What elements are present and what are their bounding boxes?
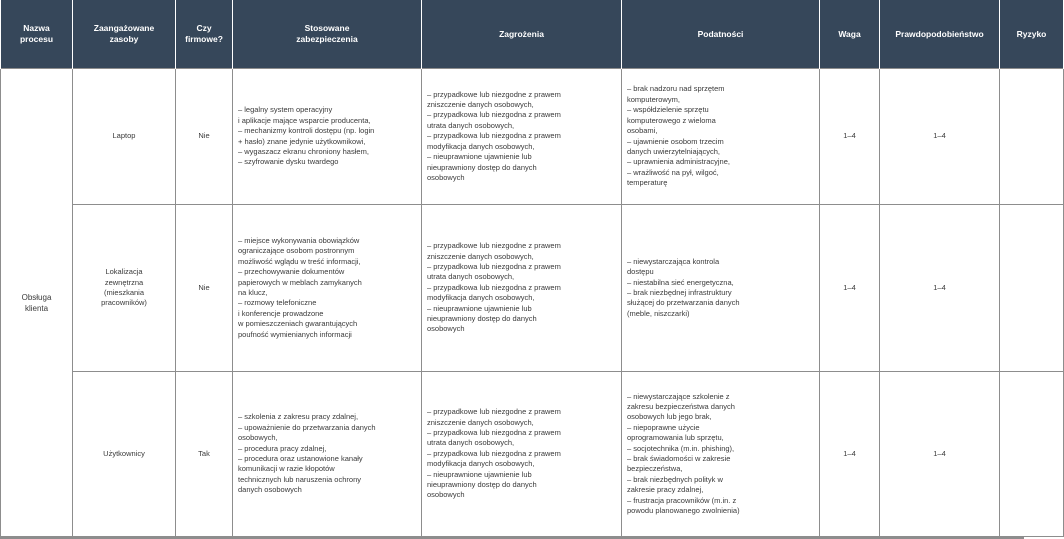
probability-cell: 1–4 <box>880 69 1000 205</box>
header-probability: Prawdopodobieństwo <box>880 0 1000 69</box>
header-safeguards: Stosowane zabezpieczenia <box>233 0 422 69</box>
company-owned-cell: Nie <box>176 205 233 372</box>
asset-cell: Użytkownicy <box>73 372 176 537</box>
weight-cell: 1–4 <box>820 205 880 372</box>
header-assets: Zaangażowane zasoby <box>73 0 176 69</box>
vulnerabilities-cell: – brak nadzoru nad sprzętem komputerowym, – współdzielenie sprzętu komputerowego z wieloma osobami, – ujawnienie osobom trzecim danych uwierzytelniających, – uprawnienia administracyjne, – wrażliwość na pył, wilgoć, temperaturę <box>622 69 820 205</box>
header-row <box>1 0 1064 69</box>
weight-cell: 1–4 <box>820 69 880 205</box>
table-row <box>1 69 1064 205</box>
header-threats: Zagrożenia <box>422 0 622 69</box>
probability-cell: 1–4 <box>880 372 1000 537</box>
risk-cell <box>1000 69 1064 205</box>
header-vulnerabilities: Podatności <box>622 0 820 69</box>
probability-cell: 1–4 <box>880 205 1000 372</box>
company-owned-cell: Nie <box>176 69 233 205</box>
vulnerabilities-cell: – niewystarczająca kontrola dostępu – niestabilna sieć energetyczna, – brak niezbędnej infrastruktury służącej do przetwarzania danych (meble, niszczarki) <box>622 205 820 372</box>
table-row <box>1 205 1064 372</box>
process-name-cell: Obsługa klienta <box>1 69 73 537</box>
safeguards-cell: – miejsce wykonywania obowiązków ograniczające osobom postronnym możliwość wglądu w treść informacji, – przechowywanie dokumentów papierowych w meblach zamykanych na klucz, – rozmowy telefoniczne i konferencje prowadzone w pomieszczeniach gwarantujących poufność wymienianych informacji <box>233 205 422 372</box>
table-row <box>1 372 1064 537</box>
safeguards-cell: – legalny system operacyjny i aplikacje mające wsparcie producenta, – mechanizmy kontroli dostępu (np. login + hasło) znane jedynie użytkownikowi, – wygaszacz ekranu chroniony hasłem, – szyfrowanie dysku twardego <box>233 69 422 205</box>
threats-cell: – przypadkowe lub niezgodne z prawem zniszczenie danych osobowych, – przypadkowa lub niezgodna z prawem utrata danych osobowych, – przypadkowa lub niezgodna z prawem modyfikacja danych osobowych, – nieuprawnione ujawnienie lub nieuprawniony dostęp do danych osobowych <box>422 372 622 537</box>
header-weight: Waga <box>820 0 880 69</box>
asset-cell: Lokalizacja zewnętrzna (mieszkania pracowników) <box>73 205 176 372</box>
company-owned-cell: Tak <box>176 372 233 537</box>
header-process-name: Nazwa procesu <box>1 0 73 69</box>
header-company-owned: Czy firmowe? <box>176 0 233 69</box>
weight-cell: 1–4 <box>820 372 880 537</box>
asset-cell: Laptop <box>73 69 176 205</box>
threats-cell: – przypadkowe lub niezgodne z prawem zniszczenie danych osobowych, – przypadkowa lub niezgodna z prawem utrata danych osobowych, – przypadkowa lub niezgodna z prawem modyfikacja danych osobowych, – nieuprawnione ujawnienie lub nieuprawniony dostęp do danych osobowych <box>422 205 622 372</box>
threats-cell: – przypadkowe lub niezgodne z prawem zniszczenie danych osobowych, – przypadkowa lub niezgodna z prawem utrata danych osobowych, – przypadkowa lub niezgodna z prawem modyfikacja danych osobowych, – nieuprawnione ujawnienie lub nieuprawniony dostęp do danych osobowych <box>422 69 622 205</box>
header-risk: Ryzyko <box>1000 0 1064 69</box>
safeguards-cell: – szkolenia z zakresu pracy zdalnej, – upoważnienie do przetwarzania danych osobowych, – procedura pracy zdalnej, – procedura oraz ustanowione kanały komunikacji w razie kłopotów technicznych lub naruszenia ochrony danych osobowych <box>233 372 422 537</box>
risk-cell <box>1000 205 1064 372</box>
risk-cell <box>1000 372 1064 537</box>
vulnerabilities-cell: – niewystarczające szkolenie z zakresu bezpieczeństwa danych osobowych lub jego brak, – niepoprawne użycie oprogramowania lub sprzętu, – socjotechnika (m.in. phishing), – brak świadomości w zakresie bezpieczeństwa, – brak niezbędnych polityk w zakresie pracy zdalnej, – frustracja pracowników (m.in. z powodu planowanego zwolnienia) <box>622 372 820 537</box>
